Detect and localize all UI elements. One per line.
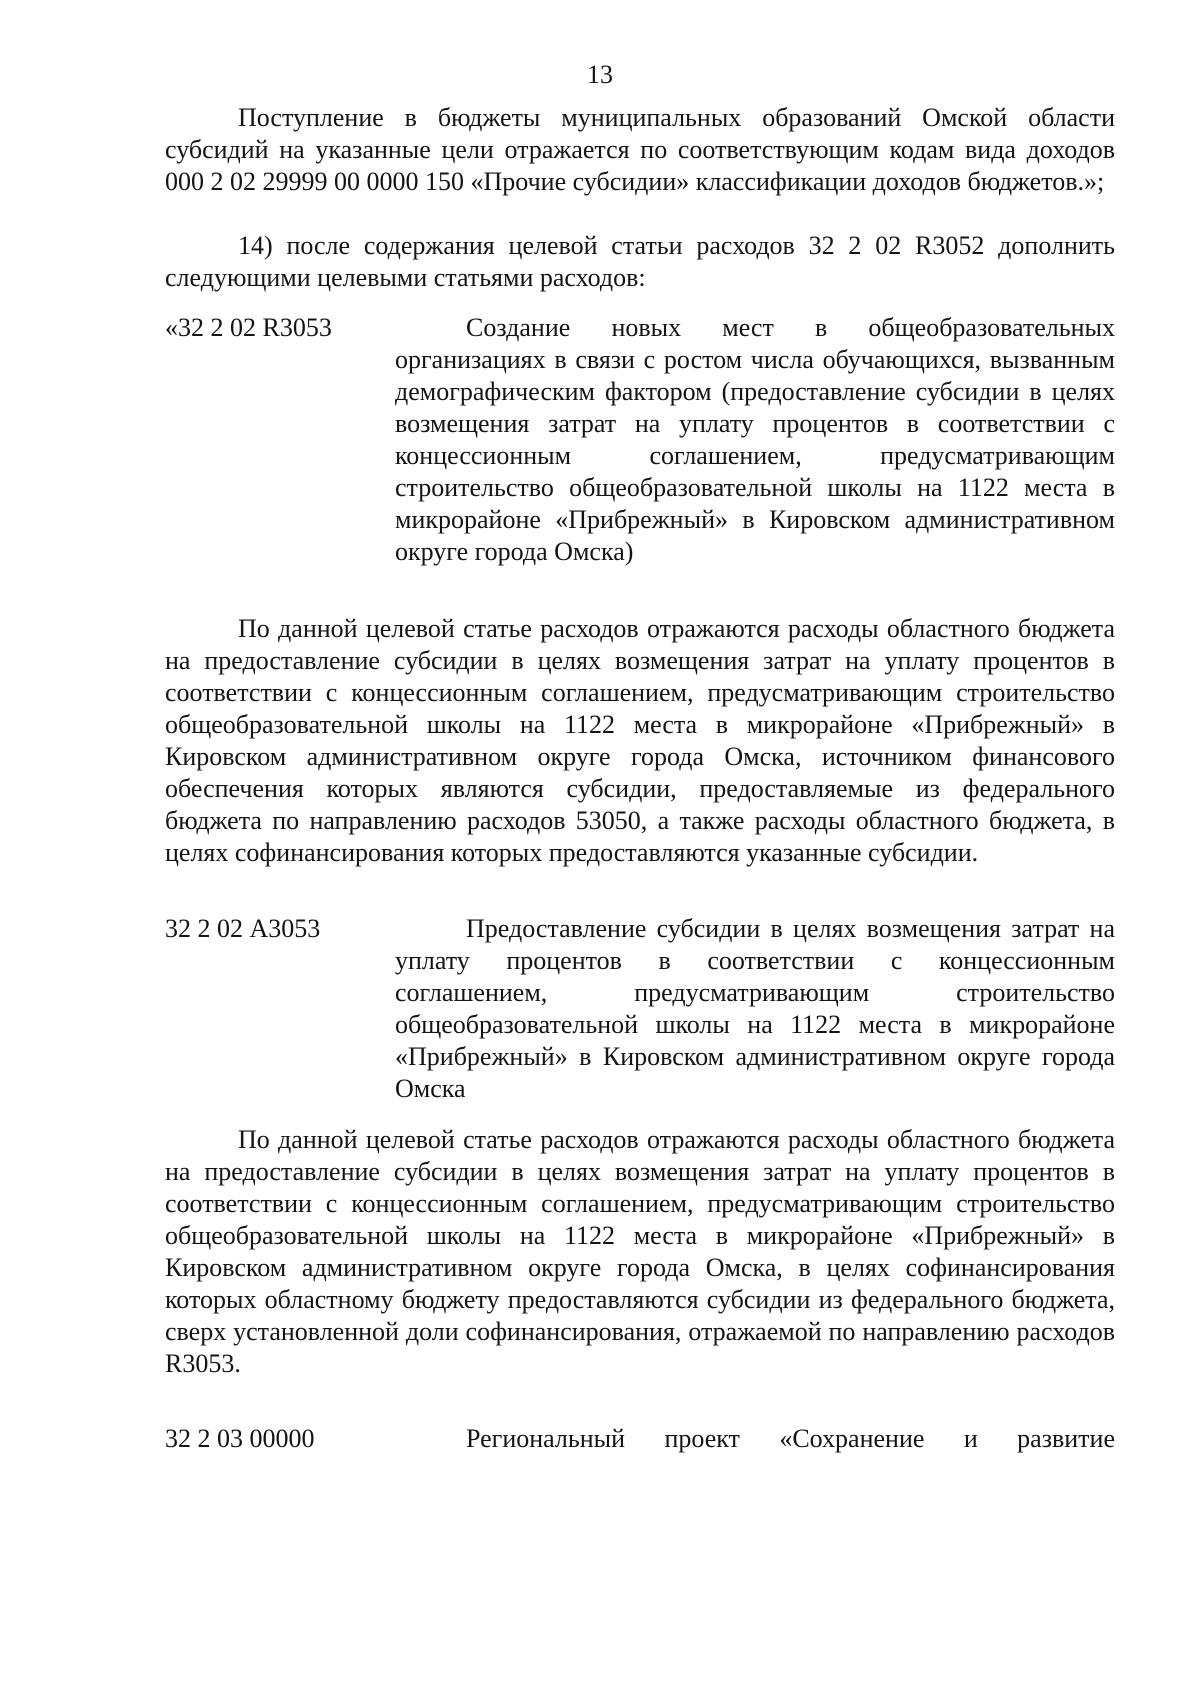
page-number: 13 bbox=[587, 60, 613, 89]
target-article-description: Региональный проект «Сохранение и развитие bbox=[466, 1424, 1115, 1453]
explanation-paragraph: По данной целевой статье расходов отражаются расходы областного бюджета на предоставление субсидии в целях возмещения затрат на уплату процентов в соответствии с концессионным соглашением, предусматривающим строительство общеобразовательной школы на 1122 места в микрорайоне «Прибрежный» в Кировском административном округе города Омска, в целях софинансирования которых областному бюджету предоставляются субсидии из федерального бюджета, сверх установленной доли софинансирования, отражаемой по направлению расходов R3053. bbox=[165, 1125, 1115, 1378]
target-article-description: Создание новых мест в общеобразовательных организациях в связи с ростом числа обучающихся, вызванным демографическим фактором (предоставление субсидии в целях возмещения затрат на уплату процентов в соответствии с концессионным соглашением, предусматривающим строительство общеобразовательной школы на 1122 места в микрорайоне «Прибрежный» в Кировском административном округе города Омска) bbox=[395, 313, 1115, 566]
paragraph-subsidy-receipt: Поступление в бюджеты муниципальных образований Омской области субсидий на указанные цели отражается по соответствующим кодам вида доходов 000 2 02 29999 00 0000 150 «Прочие субсидии» классификации доходов бюджетов.»; bbox=[165, 103, 1115, 196]
target-article-description: Предоставление субсидии в целях возмещения затрат на уплату процентов в соответствии с концессионным соглашением, предусматривающим строительство общеобразовательной школы на 1122 места в микрорайоне «Прибрежный» в Кировском административном округе города Омска bbox=[395, 914, 1115, 1103]
target-article-code: «32 2 02 R3053 bbox=[165, 313, 332, 342]
target-article-code: 32 2 03 00000 bbox=[165, 1424, 315, 1453]
target-article-code: 32 2 02 А3053 bbox=[165, 914, 321, 943]
paragraph-item-14: 14) после содержания целевой статьи расходов 32 2 02 R3052 дополнить следующими целевыми статьями расходов: bbox=[165, 231, 1115, 292]
explanation-paragraph: По данной целевой статье расходов отражаются расходы областного бюджета на предоставление субсидии в целях возмещения затрат на уплату процентов в соответствии с концессионным соглашением, предусматривающим строительство общеобразовательной школы на 1122 места в микрорайоне «Прибрежный» в Кировском административном округе города Омска, источником финансового обеспечения которых являются субсидии, предоставляемые из федерального бюджета по направлению расходов 53050, а также расходы областного бюджета, в целях софинансирования которых предоставляются указанные субсидии. bbox=[165, 614, 1115, 867]
